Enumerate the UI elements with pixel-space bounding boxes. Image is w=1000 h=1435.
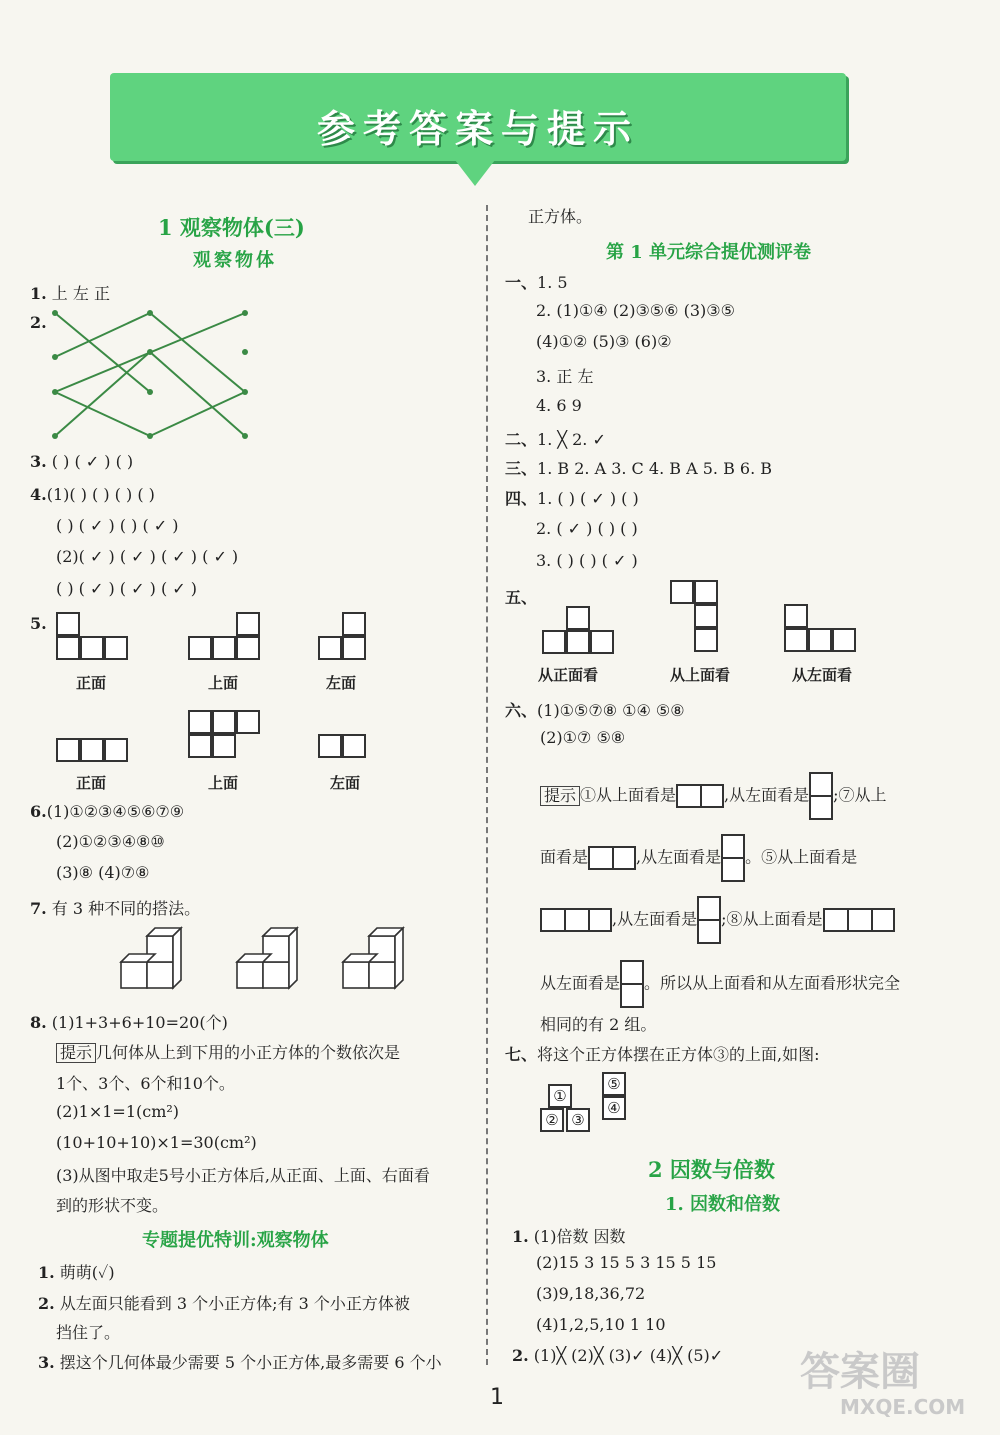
answer-3: 3. ( ) ( ✓ ) ( ) <box>30 452 134 471</box>
part3: 三、1. B 2. A 3. C 4. B A 5. B 6. B <box>505 459 773 478</box>
shape-three-horizontal <box>540 908 612 932</box>
caption-top-2: 上面 <box>208 774 239 792</box>
answer-8-tip: 提示 几何体从上到下用的小正方体的个数依次是 <box>56 1040 400 1063</box>
page-number: 1 <box>490 1385 504 1410</box>
section-title: 1 观察物体(三) <box>158 215 305 240</box>
part1-row5: 4. 6 9 <box>536 396 582 415</box>
shape-two-vertical <box>620 960 644 1008</box>
part1-row2: 2. (1)①④ (2)③⑤⑥ (3)③⑤ <box>536 301 735 320</box>
part4-row1: 四、1. ( ) ( ✓ ) ( ) <box>505 489 639 508</box>
continuation-text: 正方体。 <box>528 207 593 226</box>
part6-tip-line3: ,从左面看是 ;⑧从上面看是 <box>540 896 895 944</box>
banner-arrow <box>455 160 495 186</box>
answer-8-line6: (3)从图中取走5号小正方体后,从正面、上面、右面看 <box>56 1166 430 1185</box>
part5-label: 五、 <box>505 588 538 607</box>
unit-test-title: 第 1 单元综合提优测评卷 <box>606 242 812 263</box>
special-1: 1. 萌萌(✓) <box>38 1263 115 1282</box>
cube-arrangements <box>115 920 415 1000</box>
special-2-line2: 挡住了。 <box>56 1323 121 1342</box>
answer-7: 7. 有 3 种不同的搭法。 <box>30 899 201 918</box>
page-title: 参考答案与提示 <box>316 106 639 151</box>
watermark-logo: 答案圈 <box>800 1349 920 1395</box>
caption-front-1: 正面 <box>76 674 107 692</box>
answer-6-row3: (3)⑧ (4)⑦⑧ <box>56 863 150 882</box>
part1-row4: 3. 正 左 <box>536 367 594 386</box>
answer-8-line3: 1个、3个、6个和10个。 <box>56 1074 235 1093</box>
shape-two-vertical <box>809 772 833 820</box>
answer-2-num: 2. <box>30 313 47 332</box>
answer-8-line4: (2)1×1=1(cm²) <box>56 1102 180 1121</box>
part7: 七、将这个正方体摆在正方体③的上面,如图: <box>505 1045 820 1064</box>
answer-1: 1. 上 左 正 <box>30 284 110 303</box>
r2: 2. (1)╳ (2)╳ (3)✓ (4)╳ (5)✓ <box>512 1346 724 1365</box>
part6-tip-line5: 相同的有 2 组。 <box>540 1015 657 1034</box>
matching-lines-diagram <box>40 300 260 450</box>
answer-8-line5: (10+10+10)×1=30(cm²) <box>56 1133 257 1152</box>
part4-row3: 3. ( ) ( ) ( ✓ ) <box>536 551 638 570</box>
shape-two-vertical <box>697 896 721 944</box>
caption-left-1: 左面 <box>326 674 357 692</box>
answer-4-row1: 4.(1)( ) ( ) ( ) ( ) <box>30 485 155 504</box>
section2-title: 2 因数与倍数 <box>648 1157 775 1182</box>
special-3: 3. 摆这个几何体最少需要 5 个小正方体,最多需要 6 个小 <box>38 1353 442 1372</box>
shape-two-horizontal <box>676 784 724 808</box>
part1-row1: 一、1. 5 <box>505 273 568 292</box>
special-title: 专题提优特训:观察物体 <box>142 1230 329 1251</box>
lesson2-title: 1. 因数和倍数 <box>665 1194 781 1215</box>
part5-caption-top: 从上面看 <box>670 666 731 684</box>
r1-row4: (4)1,2,5,10 1 10 <box>536 1315 666 1334</box>
part6-tip-line2: 面看是 ,从左面看是 。⑤从上面看是 <box>540 834 857 882</box>
part1-row3: (4)①② (5)③ (6)② <box>536 332 672 351</box>
answer-4-row2: ( ) ( ✓ ) ( ) ( ✓ ) <box>56 516 179 535</box>
lesson-title: 观察物体 <box>193 250 277 271</box>
answer-6-row1: 6.(1)①②③④⑤⑥⑦⑨ <box>30 802 185 821</box>
answer-4-row3: (2)( ✓ ) ( ✓ ) ( ✓ ) ( ✓ ) <box>56 547 239 566</box>
caption-top-1: 上面 <box>208 674 239 692</box>
answer-4-row4: ( ) ( ✓ ) ( ✓ ) ( ✓ ) <box>56 579 198 598</box>
shape-two-horizontal <box>588 846 636 870</box>
special-2-line1: 2. 从左面只能看到 3 个小正方体;有 3 个小正方体被 <box>38 1294 410 1313</box>
r1-row3: (3)9,18,36,72 <box>536 1284 646 1303</box>
part6-tip-line4: 从左面看是 。所以从上面看和从左面看形状完全 <box>540 960 900 1008</box>
watermark-url: MXQE.COM <box>840 1395 966 1419</box>
part5-caption-left: 从左面看 <box>792 666 853 684</box>
caption-front-2: 正面 <box>76 774 107 792</box>
part6-row2: (2)①⑦ ⑤⑧ <box>540 728 626 747</box>
caption-left-2: 左面 <box>330 774 361 792</box>
answer-5-num: 5. <box>30 614 47 633</box>
answer-8-line7: 到的形状不变。 <box>56 1196 169 1215</box>
shape-two-vertical <box>721 834 745 882</box>
r1-row1: 1. (1)倍数 因数 <box>512 1227 626 1246</box>
part6-tip-line1: 提示 ①从上面看是 ,从左面看是 ;⑦从上 <box>540 772 887 820</box>
part5-caption-front: 从正面看 <box>538 666 599 684</box>
answer-6-row2: (2)①②③④⑧⑩ <box>56 832 165 851</box>
part4-row2: 2. ( ✓ ) ( ) ( ) <box>536 519 638 538</box>
shape-three-horizontal <box>823 908 895 932</box>
part6-row1: 六、(1)①⑤⑦⑧ ①④ ⑤⑧ <box>505 701 685 720</box>
r1-row2: (2)15 3 15 5 3 15 5 15 <box>536 1253 717 1272</box>
answer-8-line1: 8. (1)1+3+6+10=20(个) <box>30 1013 228 1032</box>
column-divider <box>486 205 488 1365</box>
part2: 二、1. ╳ 2. ✓ <box>505 430 606 449</box>
